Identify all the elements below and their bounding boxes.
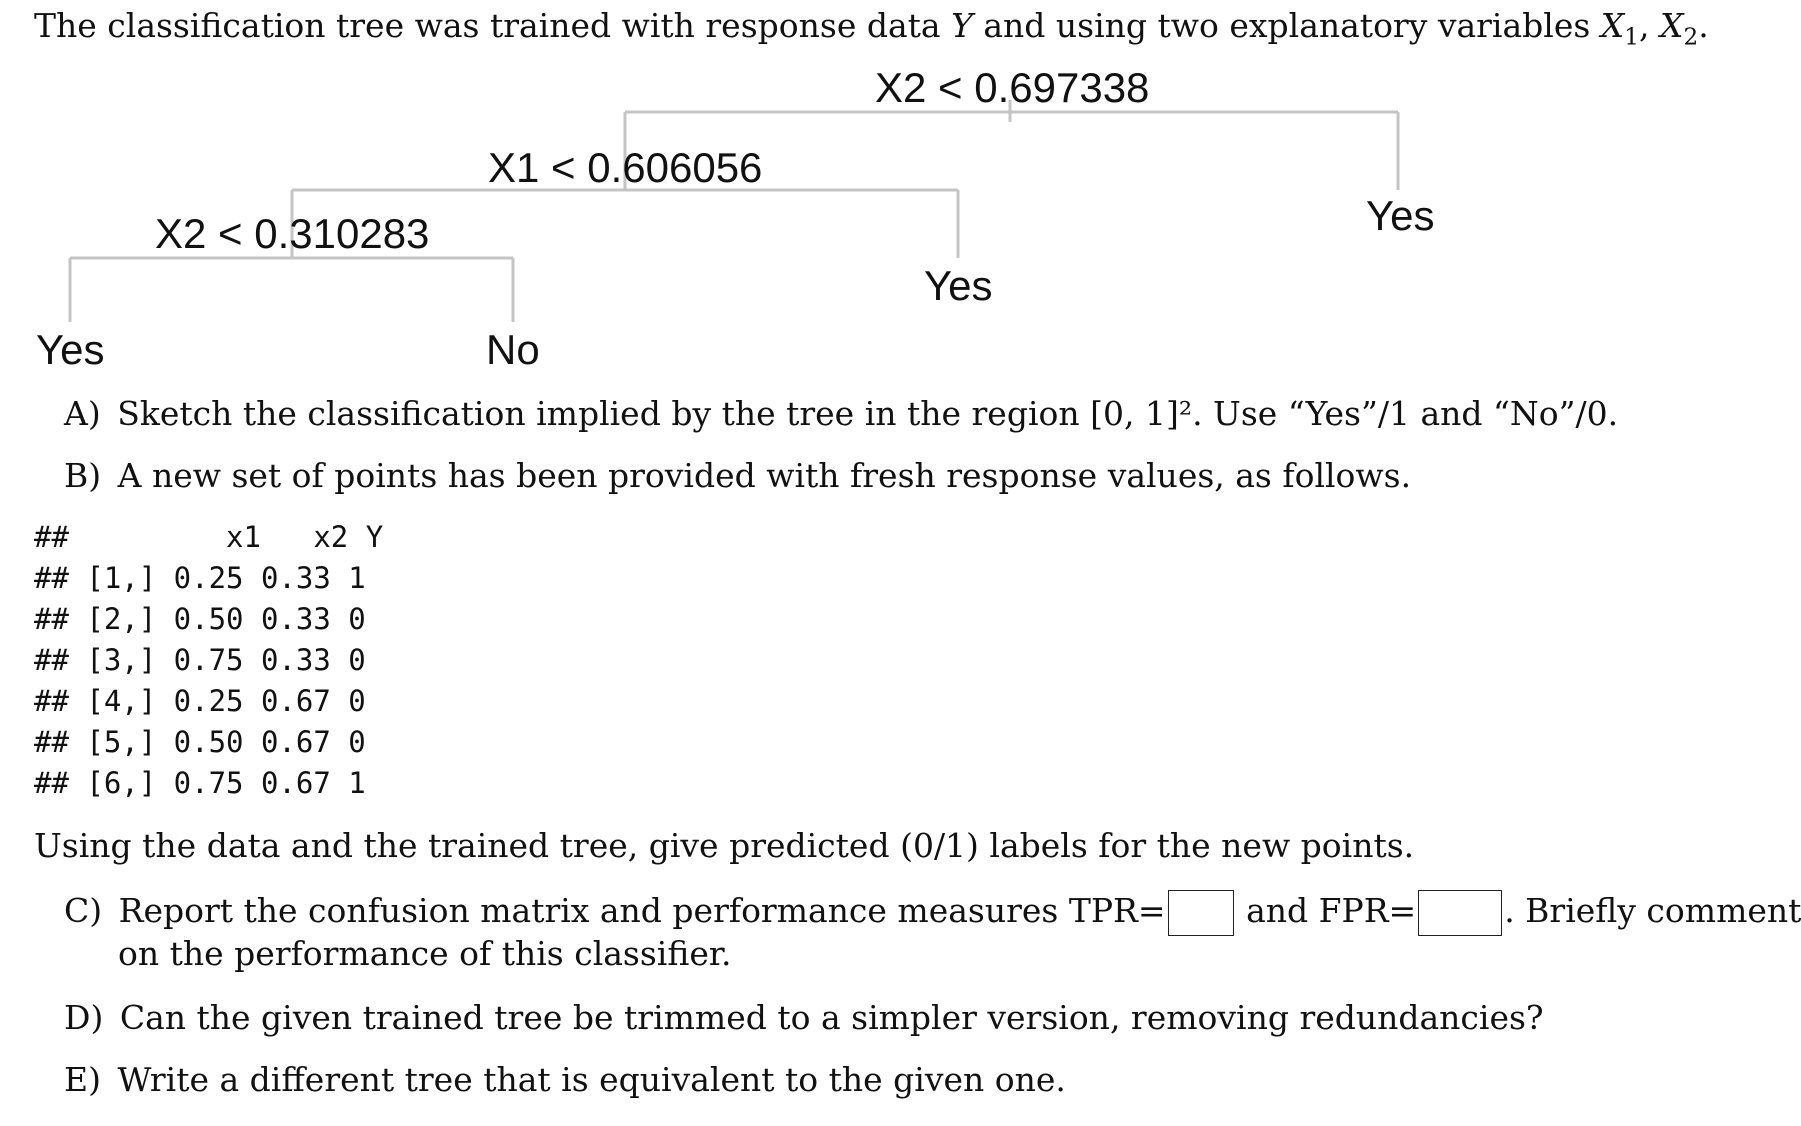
var-x2-sub: 2 xyxy=(1683,24,1699,51)
data-table-header: ## x1 x2 Y xyxy=(34,520,384,554)
intro-mid: and using two explanatory variables xyxy=(972,6,1601,45)
question-e-label: E) xyxy=(64,1060,101,1099)
question-a-text: Sketch the classification implied by the tree in the region [0, 1]². Use “Yes”/1 and “No”/0. xyxy=(117,394,1619,433)
leftleft-split-label: X2 < 0.310283 xyxy=(155,210,430,257)
question-e xyxy=(64,1060,1066,1099)
question-c xyxy=(64,890,1801,936)
var-x2: X xyxy=(1659,6,1684,45)
question-b xyxy=(64,456,1411,495)
data-table-row: ## [2,] 0.50 0.33 0 xyxy=(34,602,366,636)
fpr-answer-box[interactable] xyxy=(1418,890,1502,936)
var-y: Y xyxy=(951,6,973,45)
leaf-left-right: Yes xyxy=(924,262,993,309)
data-table-row: ## [1,] 0.25 0.33 1 xyxy=(34,561,366,595)
question-b-label: B) xyxy=(64,456,102,495)
question-a-label: A) xyxy=(64,394,101,433)
question-c-line2: on the performance of this classifier. xyxy=(118,934,732,973)
leaf-root-right: Yes xyxy=(1366,192,1435,239)
intro-end: . xyxy=(1698,6,1709,45)
question-d-label: D) xyxy=(64,998,104,1037)
data-table-row: ## [6,] 0.75 0.67 1 xyxy=(34,766,366,800)
tpr-answer-box[interactable] xyxy=(1168,890,1234,936)
var-x1: X xyxy=(1600,6,1625,45)
root-split-label: X2 < 0.697338 xyxy=(875,64,1150,111)
tree-diagram xyxy=(0,0,1750,360)
leaf-ll-right: No xyxy=(486,326,540,373)
left-split-label: X1 < 0.606056 xyxy=(488,144,763,191)
question-d-text: Can the given trained tree be trimmed to a simpler version, removing redundancies? xyxy=(119,998,1544,1037)
question-c-text3: . Briefly comment xyxy=(1504,891,1801,930)
question-c-label: C) xyxy=(64,891,103,930)
question-d xyxy=(64,998,1544,1037)
question-c-text1: Report the confusion matrix and performance measures TPR= xyxy=(118,891,1166,930)
question-e-text: Write a different tree that is equivalent to the given one. xyxy=(117,1060,1066,1099)
data-table-row: ## [3,] 0.75 0.33 0 xyxy=(34,643,366,677)
predict-text: Using the data and the trained tree, give predicted (0/1) labels for the new points. xyxy=(34,826,1415,865)
question-c-text2: and FPR= xyxy=(1246,891,1417,930)
intro-text: The classification tree was trained with response data xyxy=(34,6,952,45)
question-b-text: A new set of points has been provided with fresh response values, as follows. xyxy=(117,456,1412,495)
question-a xyxy=(64,394,1618,433)
var-x1-sub: 1 xyxy=(1624,24,1639,51)
intro-sep: , xyxy=(1639,6,1660,45)
data-table-row: ## [4,] 0.25 0.67 0 xyxy=(34,684,366,718)
leaf-ll-left: Yes xyxy=(36,326,105,373)
data-table-row: ## [5,] 0.50 0.67 0 xyxy=(34,725,366,759)
